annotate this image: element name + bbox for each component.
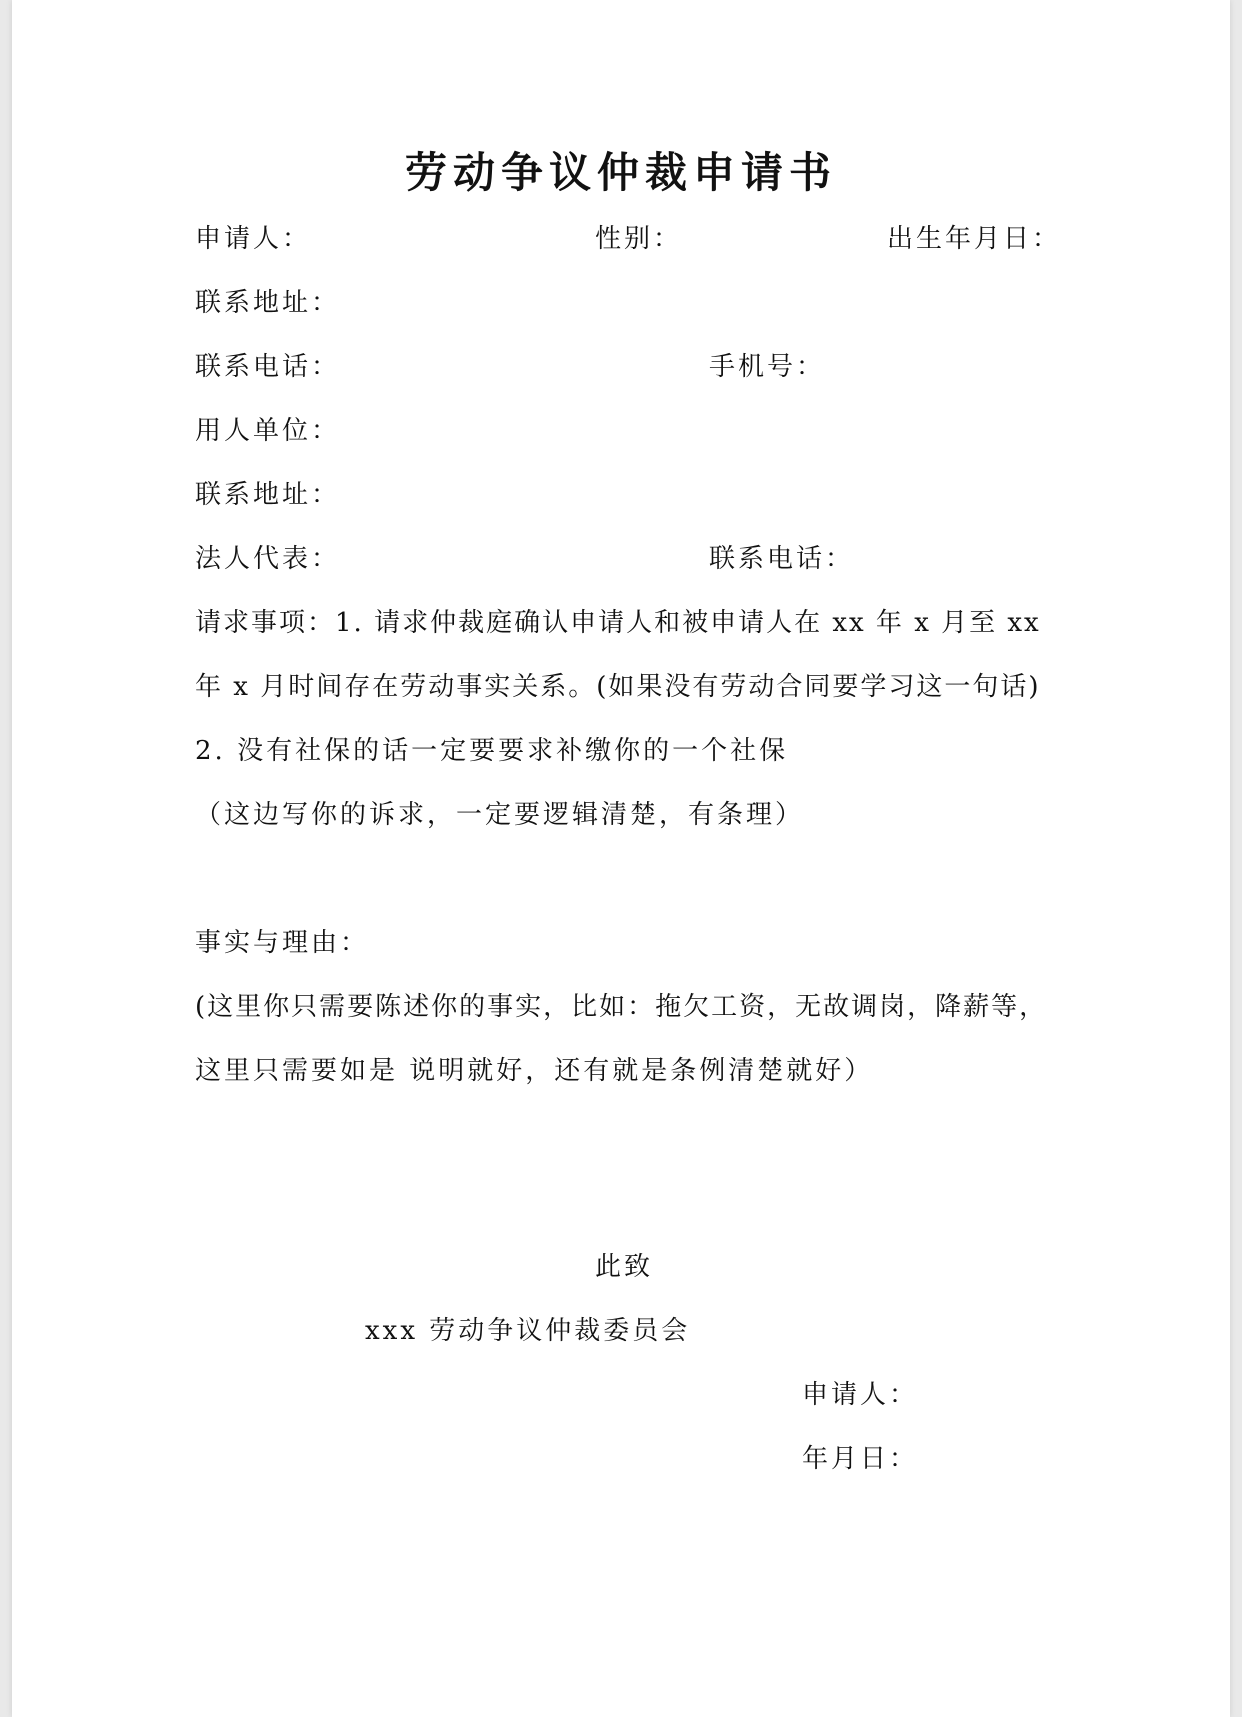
request-line-2: 年 x 月时间存在劳动事实关系。(如果没有劳动合同要学习这一句话) — [195, 672, 1041, 702]
signature-label: 申请人： — [802, 1380, 919, 1410]
applicant-mobile-label: 手机号： — [709, 352, 826, 382]
employer-address-label: 联系地址： — [195, 480, 341, 510]
facts-line-2: 这里只需要如是 说明就好，还有就是条例清楚就好） — [195, 1056, 874, 1086]
applicant-gender-label: 性别： — [595, 224, 683, 254]
applicant-name-label: 申请人： — [195, 224, 312, 254]
applicant-address-label: 联系地址： — [195, 288, 341, 318]
applicant-phone-label: 联系电话： — [195, 352, 341, 382]
employer-unit-label: 用人单位： — [195, 416, 341, 446]
closing-salutation: 此致 — [595, 1252, 654, 1282]
closing-recipient: xxx 劳动争议仲裁委员会 — [365, 1316, 691, 1346]
request-note: （这边写你的诉求，一定要逻辑清楚，有条理） — [195, 800, 805, 830]
request-line-1: 请求事项：1. 请求仲裁庭确认申请人和被申请人在 xx 年 x 月至 xx — [195, 608, 1041, 638]
facts-line-1: (这里你只需要陈述你的事实，比如：拖欠工资，无故调岗，降薪等， — [195, 992, 1048, 1022]
employer-phone-label: 联系电话： — [709, 544, 855, 574]
document-page — [12, 0, 1230, 1717]
document-title: 劳动争议仲裁申请书 — [404, 148, 837, 197]
facts-heading: 事实与理由： — [195, 928, 370, 958]
date-label: 年月日： — [802, 1444, 919, 1474]
employer-legal-rep-label: 法人代表： — [195, 544, 341, 574]
request-line-3: 2. 没有社保的话一定要要求补缴你的一个社保 — [195, 736, 789, 766]
applicant-birth-label: 出生年月日： — [887, 224, 1062, 254]
